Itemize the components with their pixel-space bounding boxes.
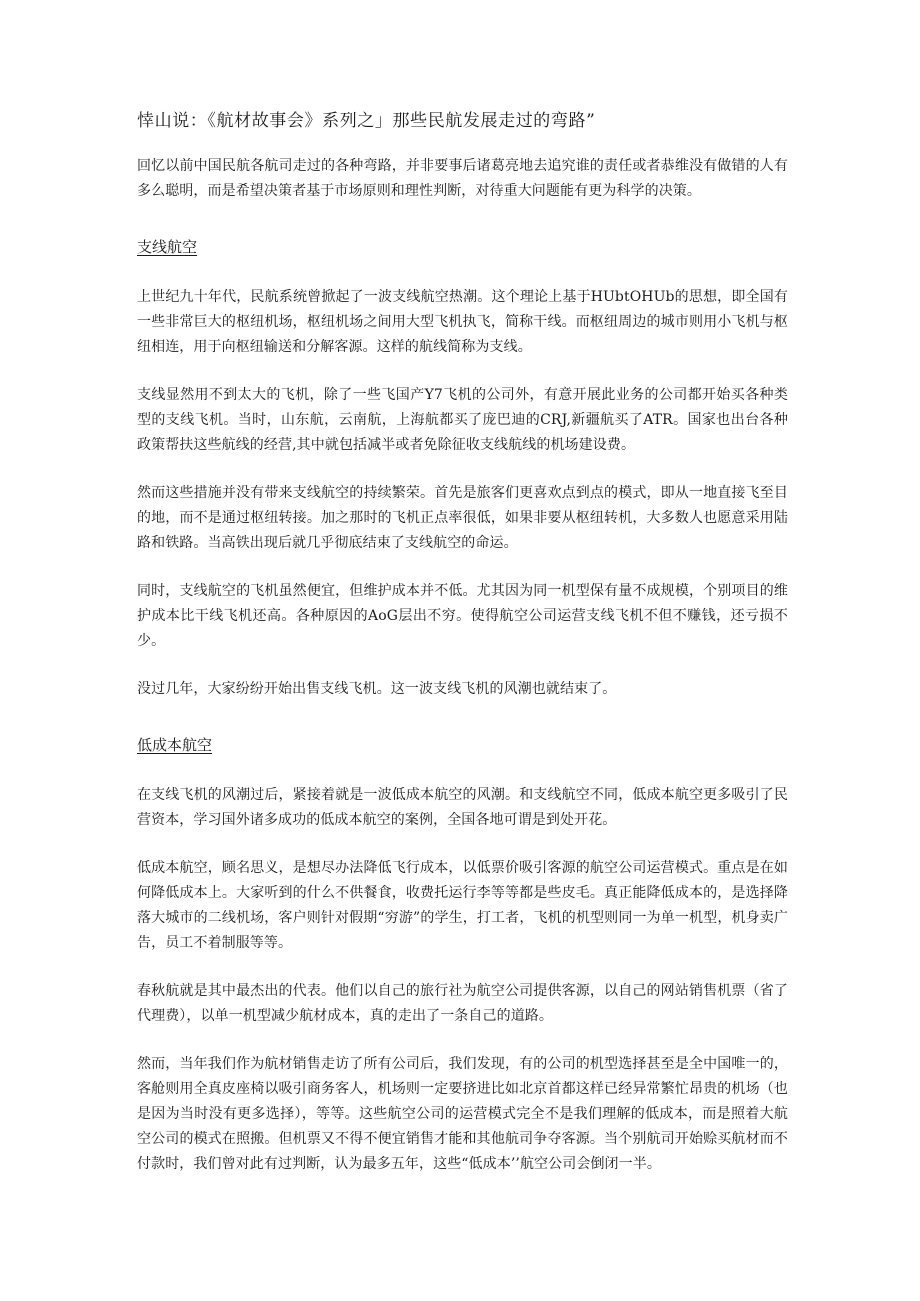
document-title: 悻山说：《航材故事会》系列之」那些民航发展走过的弯路”	[137, 111, 596, 131]
section-low-cost-aviation	[137, 725, 788, 1177]
paragraph: 同时，支线航空的飞机虽然便宜，但维护成本并不低。尤其因为同一机型保有量不成规模，个别项目的维护成本比干线飞机还高。各种原因的AoG层出不穷。使得航空公司运营支线飞机不但不赚钱，还亏损不少。	[137, 583, 788, 649]
paragraph: 没过几年，大家纷纷开始出售支线飞机。这一波支线飞机的风潮也就结束了。	[137, 681, 617, 697]
section-heading-regional: 支线航空	[137, 238, 198, 256]
paragraph: 在支线飞机的风潮过后，紧接着就是一波低成本航空的风潮。和支线航空不同，低成本航空更多吸引了民营资本，学习国外诸多成功的低成本航空的案例，全国各地可谓是到处开花。	[137, 787, 788, 828]
paragraph: 春秋航就是其中最杰出的代表。他们以自己的旅行社为航空公司提供客源，以自己的网站销售机票（省了代理费），以单一机型减少航材成本，真的走出了一条自己的道路。	[137, 983, 788, 1024]
section-regional-aviation	[137, 227, 788, 702]
paragraph: 上世纪九十年代，民航系统曾掀起了一波支线航空热潮。这个理论上基于HUbtOHUb的思想，即全国有一些非常巨大的枢纽机场，枢纽机场之间用大型飞机执飞，简称干线。而枢纽周边的城市则用小飞机与枢纽相连，用于向枢纽输送和分解客源。这样的航线简称为支线。	[137, 289, 788, 355]
paragraph: 然而，当年我们作为航材销售走访了所有公司后，我们发现，有的公司的机型选择甚至是全中国唯一的，客舱则用全真皮座椅以吸引商务客人，机场则一定要挤进比如北京首都这样已经异常繁忙昂贵的机场（也是因为当时没有更多选择），等等。这些航空公司的运营模式完全不是我们理解的低成本，而是照着大航空公司的模式在照搬。但机票又不得不便宜销售才能和其他航司争夺客源。当个别航司开始赊买航材而不付款时，我们曾对此有过判断，认为最多五年，这些“低成本’’航空公司会倒闭一半。	[137, 1056, 788, 1172]
paragraph: 低成本航空，顾名思义，是想尽办法降低飞行成本，以低票价吸引客源的航空公司运营模式。重点是在如何降低成本上。大家听到的什么不供餐食，收费托运行李等等都是些皮毛。真正能降低成本的，是选择降落大城市的二线机场，客户则针对假期“穷游”的学生，打工者，飞机的机型则同一为单一机型，机身卖广告，员工不着制服等等。	[137, 860, 788, 951]
intro-paragraph: 回忆以前中国民航各航司走过的各种弯路，并非要事后诸葛亮地去追究谁的责任或者恭维没有做错的人有多么聪明，而是希望决策者基于市场原则和理性判断，对待重大问题能有更为科学的决策。	[137, 158, 788, 199]
section-heading-low-cost: 低成本航空	[137, 736, 213, 754]
paragraph: 然而这些措施并没有带来支线航空的持续繁荣。首先是旅客们更喜欢点到点的模式，即从一地直接飞至目的地，而不是通过枢纽转接。加之那时的飞机正点率很低，如果非要从枢纽转机，大多数人也愿意采用陆路和铁路。当高铁出现后就几乎彻底结束了支线航空的命运。	[137, 485, 788, 551]
document-page	[137, 108, 788, 1200]
paragraph: 支线显然用不到太大的飞机，除了一些飞国产Y7飞机的公司外，有意开展此业务的公司都开始买各种类型的支线飞机。当时，山东航，云南航，上海航都买了庞巴迪的CRJ,新疆航买了ATR。国家也出台各种政策帮扶这些航线的经营,其中就包括减半或者免除征收支线航线的机场建设费。	[137, 387, 788, 453]
